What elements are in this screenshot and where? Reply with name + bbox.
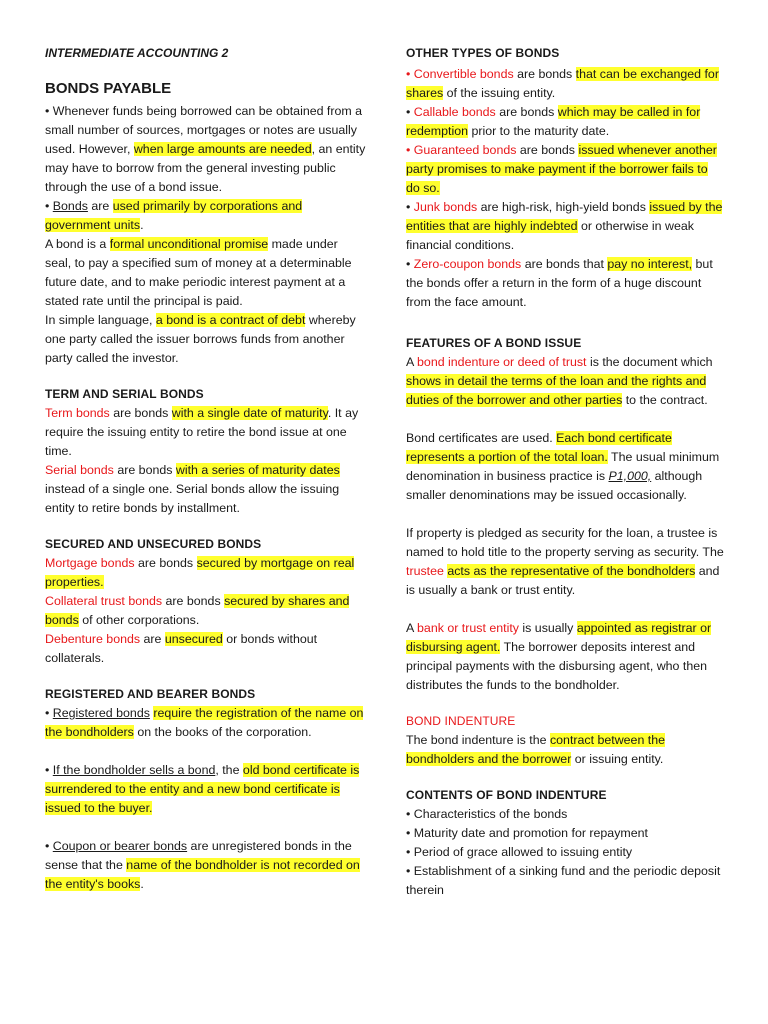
coupon-bearer-bonds-paragraph: • Coupon or bearer bonds are unregistered bonds in the sense that the name of the bondholder is not recorded on the entity's books. xyxy=(45,839,360,891)
trustee-paragraph: If property is pledged as security for the loan, a trustee is named to hold title to the property serving as security. The trustee acts as the representative of the bondholders and is usually a bank or trust entity. xyxy=(406,526,724,597)
bond-simple-definition-paragraph: In simple language, a bond is a contract of debt whereby one party called the issuer borrows funds from another party called the investor. xyxy=(45,313,356,365)
mortgage-bonds-paragraph: Mortgage bonds are bonds secured by mortgage on real properties. xyxy=(45,556,355,589)
contents-heading: CONTENTS OF BOND INDENTURE xyxy=(406,788,607,802)
bonds-payable-heading: BONDS PAYABLE xyxy=(45,80,172,97)
bond-indenture-paragraph: The bond indenture is the contract between the bondholders and the borrower or issuing entity. xyxy=(406,733,665,766)
bonds-usage-paragraph: • Bonds are used primarily by corporations and government units. xyxy=(45,199,303,232)
registered-bonds-paragraph: • Registered bonds require the registration of the name on the bondholders on the books of the corporation. xyxy=(45,706,364,739)
junk-bonds-paragraph: • Junk bonds are high-risk, high-yield bonds issued by the entities that are highly indebted or otherwise in weak financial conditions. xyxy=(406,200,723,252)
bond-indenture-heading: BOND INDENTURE xyxy=(406,714,516,728)
convertible-bonds-paragraph: • Convertible bonds are bonds that can be exchanged for shares of the issuing entity. xyxy=(406,67,719,100)
registrar-agent-paragraph: A bank or trust entity is usually appointed as registrar or disbursing agent. The borrower deposits interest and principal payments with the disbursing agent, who then distributes the funds to the bondholder. xyxy=(406,621,712,692)
list-item: • Maturity date and promotion for repayment xyxy=(406,826,648,840)
list-item: • Period of grace allowed to issuing entity xyxy=(406,845,633,859)
bond-indenture-deed-paragraph: A bond indenture or deed of trust is the document which shows in detail the terms of the loan and the rights and duties of the borrower and other parties to the contract. xyxy=(406,355,713,407)
term-bonds-paragraph: Term bonds are bonds with a single date of maturity. It ay require the issuing entity to retire the bond issue at one time. xyxy=(45,406,359,458)
zero-coupon-bonds-paragraph: • Zero-coupon bonds are bonds that pay no interest, but the bonds offer a return in the form of a huge discount from the face amount. xyxy=(406,257,713,309)
list-item: • Establishment of a sinking fund and the periodic deposit therein xyxy=(406,864,721,897)
serial-bonds-paragraph: Serial bonds are bonds with a series of maturity dates instead of a single one. Serial bonds allow the issuing entity to retire bonds by installment. xyxy=(45,463,340,515)
bonds-intro-paragraph: • Whenever funds being borrowed can be obtained from a small number of sources, mortgages or notes are usually used. However, when large amounts are needed, an entity may have to borrow from the general investing public through the use of a bond issue. xyxy=(45,104,366,194)
term-serial-heading: TERM AND SERIAL BONDS xyxy=(45,387,204,401)
callable-bonds-paragraph: • Callable bonds are bonds which may be called in for redemption prior to the maturity date. xyxy=(406,105,701,138)
list-item: • Characteristics of the bonds xyxy=(406,807,568,821)
bondholder-sells-paragraph: • If the bondholder sells a bond, the old bond certificate is surrendered to the entity and a new bond certificate is issued to the buyer. xyxy=(45,763,360,815)
bond-certificates-paragraph: Bond certificates are used. Each bond certificate represents a portion of the total loan. The usual minimum denomination in business practice is P1,000, although smaller denominations may be issued occasionally. xyxy=(406,431,720,502)
left-column xyxy=(45,44,367,894)
right-column xyxy=(406,44,724,900)
collateral-trust-bonds-paragraph: Collateral trust bonds are bonds secured by shares and bonds of other corporations. xyxy=(45,594,350,627)
document-title: INTERMEDIATE ACCOUNTING 2 xyxy=(45,46,229,60)
features-heading: FEATURES OF A BOND ISSUE xyxy=(406,336,582,350)
guaranteed-bonds-paragraph: • Guaranteed bonds are bonds issued whenever another party promises to make payment if the borrower fails to do so. xyxy=(406,143,717,195)
secured-unsecured-heading: SECURED AND UNSECURED BONDS xyxy=(45,537,262,551)
debenture-bonds-paragraph: Debenture bonds are unsecured or bonds without collaterals. xyxy=(45,632,318,665)
contents-list xyxy=(406,805,724,900)
other-types-heading: OTHER TYPES OF BONDS xyxy=(406,46,560,60)
registered-bearer-heading: REGISTERED AND BEARER BONDS xyxy=(45,687,256,701)
bond-definition-paragraph: A bond is a formal unconditional promise made under seal, to pay a specified sum of money at a determinable future date, and to make periodic interest payment at a stated rate until the principal is paid. xyxy=(45,237,352,308)
